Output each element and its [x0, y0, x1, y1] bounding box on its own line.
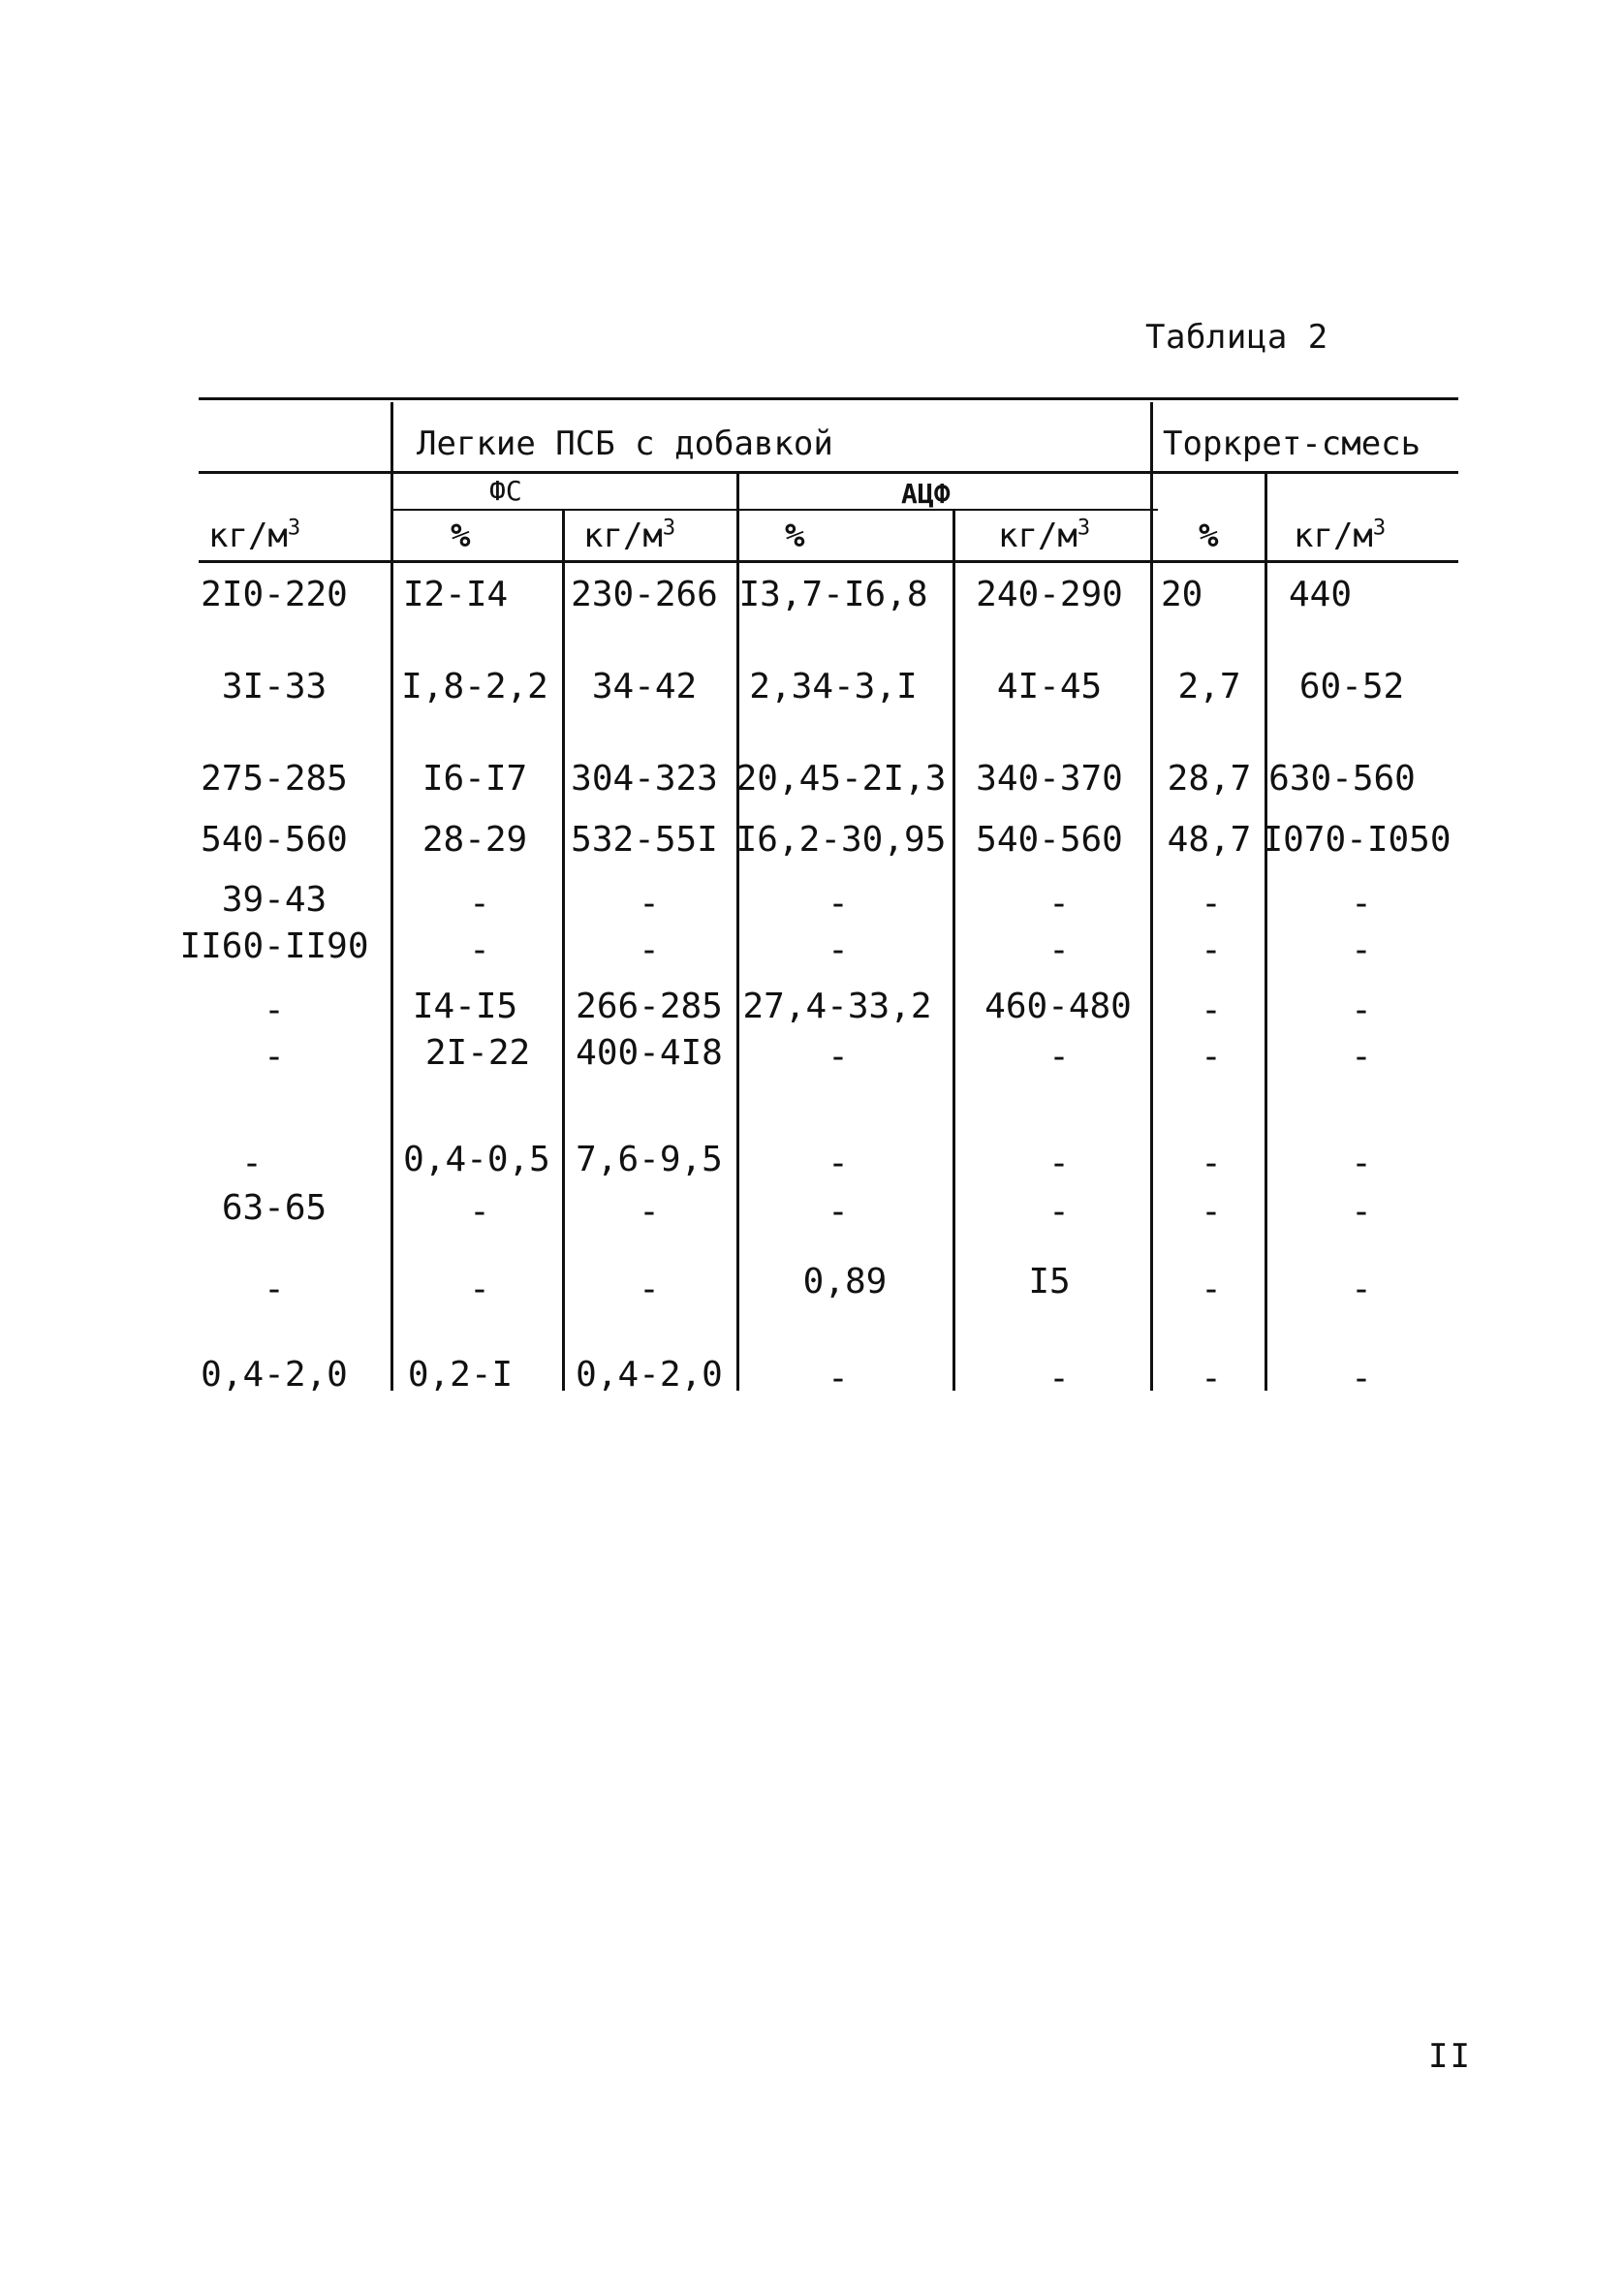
- header-acf: АЦФ: [901, 478, 951, 510]
- col-divider-6: [1265, 473, 1267, 1391]
- table-cell: 7,6-9,5: [576, 1140, 723, 1179]
- table-cell: -: [1201, 1037, 1222, 1077]
- table-caption: Таблица 2: [1145, 318, 1328, 357]
- table-cell: 34-42: [591, 667, 698, 706]
- table-cell: 0,4-0,5: [403, 1140, 550, 1179]
- table-cell: 400-4I8: [576, 1033, 723, 1073]
- table-cell: -: [1351, 1270, 1372, 1309]
- table-cell: 2,34-3,I: [749, 667, 918, 706]
- top-rule: [199, 397, 1458, 400]
- unit-kg-col5: $кг/м^3$: [998, 516, 1091, 555]
- table-cell: -: [469, 1192, 490, 1232]
- table-cell: -: [639, 1270, 660, 1309]
- table-cell: I,8-2,2: [401, 667, 548, 706]
- table-cell: -: [469, 884, 490, 924]
- col-divider-4: [953, 509, 955, 1391]
- table-cell: -: [264, 990, 285, 1030]
- header-light-psb: Легкие ПСБ с добавкой: [417, 424, 833, 463]
- unit-kg-col1: $кг/м^3$: [208, 516, 301, 555]
- table-cell: 28,7: [1167, 759, 1252, 799]
- table-cell: -: [1201, 1359, 1222, 1398]
- table-cell: -: [1351, 990, 1372, 1030]
- table-cell: 266-285: [576, 987, 723, 1026]
- table-cell: -: [639, 930, 660, 970]
- table-cell: 0,4-2,0: [576, 1355, 723, 1395]
- table-cell: 20: [1161, 575, 1203, 614]
- table-cell: -: [1201, 1144, 1222, 1183]
- table-cell: -: [1201, 1270, 1222, 1309]
- table-cell: 63-65: [221, 1188, 328, 1228]
- table-cell: -: [828, 1359, 849, 1398]
- table-cell: 0,4-2,0: [201, 1355, 348, 1395]
- table-cell: -: [1048, 1037, 1070, 1077]
- header-rule-3: [199, 560, 1458, 563]
- table-cell: -: [639, 884, 660, 924]
- table-cell: -: [639, 1192, 660, 1232]
- page-number: II: [1428, 2037, 1472, 2076]
- table-cell: -: [1201, 1192, 1222, 1232]
- col-divider-2: [562, 509, 565, 1391]
- table-cell: -: [1351, 930, 1372, 970]
- table-cell: -: [1201, 884, 1222, 924]
- table-cell: -: [828, 884, 849, 924]
- header-rule-1: [199, 471, 1458, 474]
- table-cell: 630-560: [1268, 759, 1416, 799]
- unit-kg-col7: $кг/м^3$: [1294, 516, 1387, 555]
- table-cell: 20,45-2I,3: [735, 759, 947, 799]
- header-fs: ФС: [489, 475, 522, 507]
- table-cell: 48,7: [1167, 820, 1252, 860]
- table-cell: 540-560: [976, 820, 1123, 860]
- header-torkret: Торкрет-смесь: [1163, 424, 1421, 463]
- unit-pct-col2: %: [451, 517, 471, 555]
- table-cell: -: [264, 1270, 285, 1309]
- table-cell: I3,7-I6,8: [738, 575, 928, 614]
- table-cell: -: [828, 1144, 849, 1183]
- table-cell: 304-323: [571, 759, 718, 799]
- table-cell: 2I0-220: [201, 575, 348, 614]
- table-cell: -: [1048, 1359, 1070, 1398]
- table-cell: 2,7: [1177, 667, 1241, 706]
- col-divider-5: [1150, 402, 1153, 1391]
- col-divider-1: [390, 402, 393, 1391]
- table-cell: I4-I5: [412, 987, 518, 1026]
- table-cell: -: [1201, 990, 1222, 1030]
- table-cell: 2I-22: [424, 1033, 531, 1073]
- table-cell: -: [1351, 1192, 1372, 1232]
- table-cell: II60-II90: [179, 926, 369, 966]
- table-cell: -: [1048, 1144, 1070, 1183]
- table-cell: -: [1351, 1144, 1372, 1183]
- table-cell: -: [1351, 1037, 1372, 1077]
- table-cell: -: [1048, 930, 1070, 970]
- table-cell: I2-I4: [402, 575, 509, 614]
- table-cell: 340-370: [976, 759, 1123, 799]
- table-cell: 27,4-33,2: [742, 987, 932, 1026]
- table-cell: -: [1351, 1359, 1372, 1398]
- table-cell: I6,2-30,95: [735, 820, 947, 860]
- unit-pct-col4: %: [785, 517, 805, 555]
- table-cell: I6-I7: [422, 759, 528, 799]
- table-cell: 460-480: [984, 987, 1132, 1026]
- table-cell: 240-290: [976, 575, 1123, 614]
- table-cell: -: [1048, 884, 1070, 924]
- table-cell: 0,2-I: [407, 1355, 514, 1395]
- table-cell: 0,89: [802, 1262, 888, 1302]
- table-cell: 4I-45: [996, 667, 1103, 706]
- table-cell: -: [469, 930, 490, 970]
- header-rule-2: [392, 509, 1158, 511]
- table-cell: -: [1351, 884, 1372, 924]
- table-cell: 540-560: [201, 820, 348, 860]
- table-cell: -: [1201, 930, 1222, 970]
- table-cell: -: [241, 1144, 263, 1183]
- table-cell: 532-55I: [571, 820, 718, 860]
- table-cell: -: [1048, 1192, 1070, 1232]
- table-cell: 275-285: [201, 759, 348, 799]
- table-cell: 28-29: [422, 820, 528, 860]
- table-cell: 440: [1289, 575, 1353, 614]
- table-cell: I070-I050: [1262, 820, 1452, 860]
- table-cell: 230-266: [571, 575, 718, 614]
- table-cell: -: [828, 1037, 849, 1077]
- unit-pct-col6: %: [1199, 517, 1219, 555]
- table-cell: -: [828, 1192, 849, 1232]
- table-cell: 60-52: [1298, 667, 1405, 706]
- table-cell: -: [469, 1270, 490, 1309]
- table-cell: -: [828, 930, 849, 970]
- table-cell: I5: [1028, 1262, 1071, 1302]
- table-cell: 3I-33: [221, 667, 328, 706]
- table-cell: 39-43: [221, 880, 328, 920]
- unit-kg-col3: $кг/м^3$: [583, 516, 676, 555]
- table-cell: -: [264, 1037, 285, 1077]
